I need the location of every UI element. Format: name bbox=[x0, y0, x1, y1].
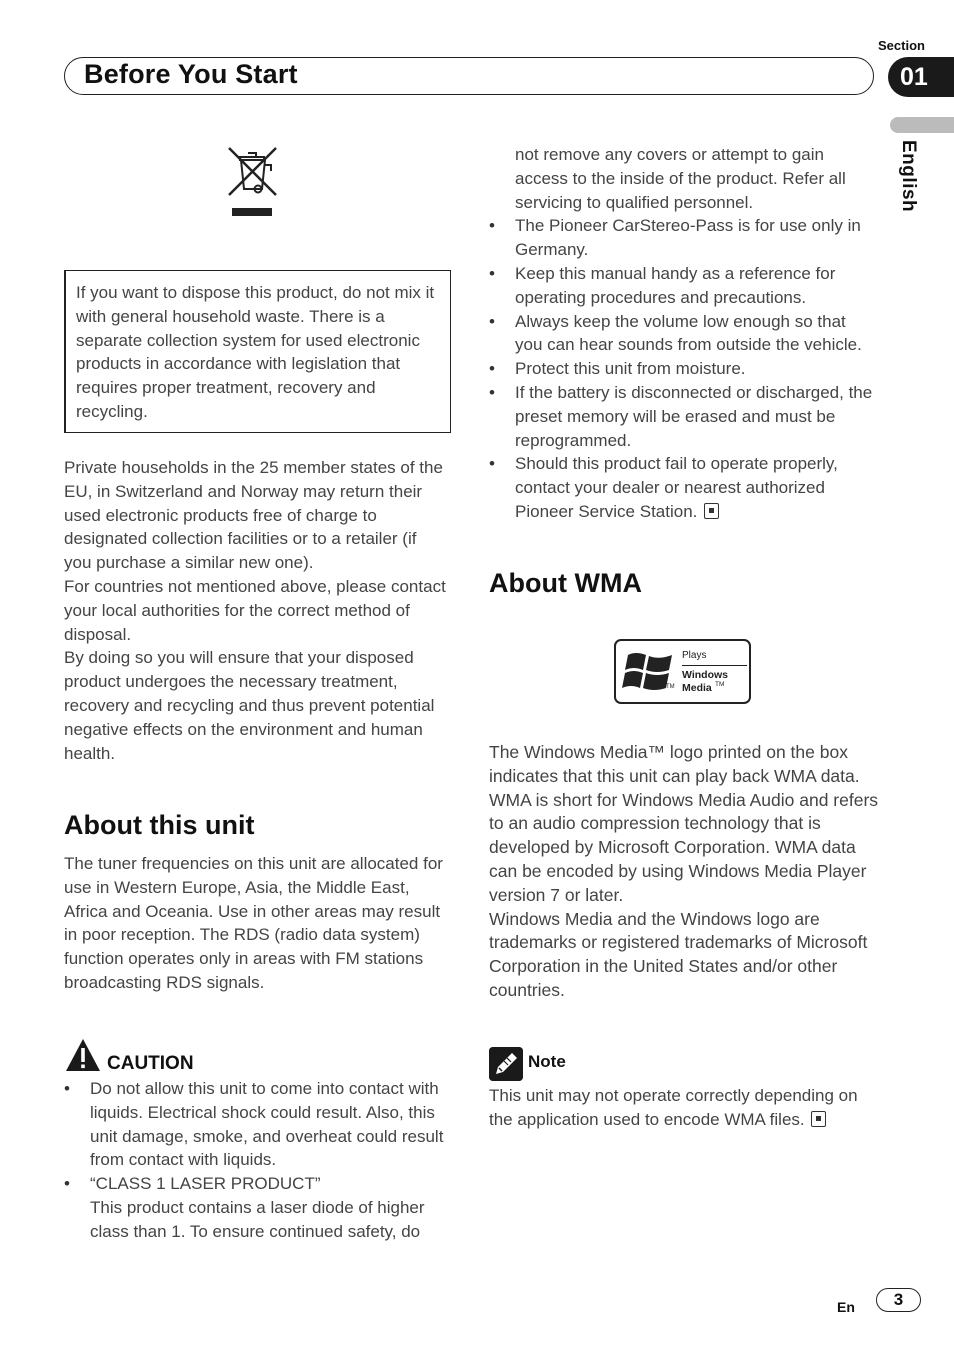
note-text: This unit may not operate correctly depending on the application used to encode WMA files. bbox=[489, 1086, 858, 1129]
footer-language: En bbox=[837, 1299, 855, 1315]
section-label: Section bbox=[878, 38, 925, 53]
wma-logo-plays: Plays bbox=[682, 650, 707, 661]
wma-logo-windows: Windows bbox=[682, 669, 728, 681]
note-text-block bbox=[489, 1084, 879, 1132]
wma-paragraph: WMA is short for Windows Media Audio and refers to an audio compression technology that is developed by Microsoft Corporation. WMA data can be encoded by using Windows Media Player version 7 or later. bbox=[489, 789, 879, 905]
caution-item-continuation: not remove any covers or attempt to gain access to the inside of the product. Refer all servicing to qualified personnel. bbox=[515, 145, 846, 212]
disposal-paragraph: Private households in the 25 member states of the EU, in Switzerland and Norway may return their used electronic products free of charge to designated collection facilities or to a retailer (if you purchase a similar new one). bbox=[64, 458, 443, 573]
wma-paragraph: The Windows Media™ logo printed on the box indicates that this unit can play back WMA data. bbox=[489, 742, 860, 786]
caution-item: • “CLASS 1 LASER PRODUCT” bbox=[64, 1172, 448, 1196]
language-tab-bar bbox=[890, 117, 954, 133]
caution-item: • Protect this unit from moisture. bbox=[489, 357, 877, 381]
page-number: 3 bbox=[876, 1288, 921, 1312]
wma-logo-tm: TM bbox=[715, 681, 725, 688]
warning-triangle-icon bbox=[64, 1037, 102, 1073]
caution-item: • The Pioneer CarStereo-Pass is for use only in Germany. bbox=[489, 214, 877, 262]
crossed-out-wheelie-bin-icon bbox=[226, 145, 280, 219]
disposal-notice-text: If you want to dispose this product, do not mix it with general household waste. There is a separate collection system for used electronic products in accordance with legislation that requires proper treatment, recovery and recycling. bbox=[76, 283, 435, 421]
caution-list-right bbox=[489, 143, 877, 524]
caution-item-text: Should this product fail to operate properly, contact your dealer or nearest authorized Pioneer Service Station. bbox=[515, 454, 838, 521]
caution-item-last bbox=[489, 452, 877, 523]
disposal-paragraph: By doing so you will ensure that your disposed product undergoes the necessary treatment, recovery and recycling and thus prevent potential negative effects on the environment and human health. bbox=[64, 648, 435, 763]
about-unit-heading: About this unit bbox=[64, 810, 255, 840]
wma-logo-tm-small: TM bbox=[666, 684, 675, 690]
caution-item: • Do not allow this unit to come into contact with liquids. Electrical shock could result. Also, this unit damage, smoke, and overheat could result from contact with liquids. bbox=[64, 1077, 448, 1172]
disposal-paragraph: For countries not mentioned above, please contact your local authorities for the correct method of disposal. bbox=[64, 576, 446, 644]
about-wma-heading: About WMA bbox=[489, 568, 642, 598]
about-wma-paragraphs bbox=[489, 741, 879, 1003]
caution-item: • Keep this manual handy as a reference for operating procedures and precautions. bbox=[489, 262, 877, 310]
disposal-paragraphs bbox=[64, 456, 448, 765]
caution-item-continuation: This product contains a laser diode of higher class than 1. To ensure continued safety, do bbox=[90, 1197, 425, 1241]
language-tab-label: English bbox=[898, 140, 919, 213]
wma-paragraph: Windows Media and the Windows logo are trademarks or registered trademarks of Microsoft Corporation in the United States and/or other countries. bbox=[489, 908, 868, 1000]
caution-list-left bbox=[64, 1077, 448, 1244]
note-pencil-icon bbox=[489, 1047, 523, 1081]
section-number-badge: 01 bbox=[888, 57, 954, 97]
about-unit-text: The tuner frequencies on this unit are allocated for use in Western Europe, Asia, the Middle East, Africa and Oceania. Use in other areas may result in poor reception. The RDS (radio data system) function operates only in areas with FM stations broadcasting RDS signals. bbox=[64, 854, 443, 992]
caution-item: • Always keep the volume low enough so that you can hear sounds from outside the vehicle. bbox=[489, 310, 877, 358]
wma-logo-media: Media bbox=[682, 682, 712, 694]
caution-item: • If the battery is disconnected or discharged, the preset memory will be erased and must be reprogrammed. bbox=[489, 381, 877, 452]
caution-label: CAUTION bbox=[107, 1053, 194, 1074]
windows-media-logo bbox=[614, 639, 751, 704]
disposal-notice-box bbox=[64, 270, 451, 433]
note-label: Note bbox=[528, 1052, 566, 1071]
page-title: Before You Start bbox=[84, 59, 298, 89]
end-mark-icon bbox=[704, 503, 719, 519]
wma-logo-divider bbox=[682, 665, 747, 666]
end-mark-icon bbox=[811, 1111, 826, 1127]
